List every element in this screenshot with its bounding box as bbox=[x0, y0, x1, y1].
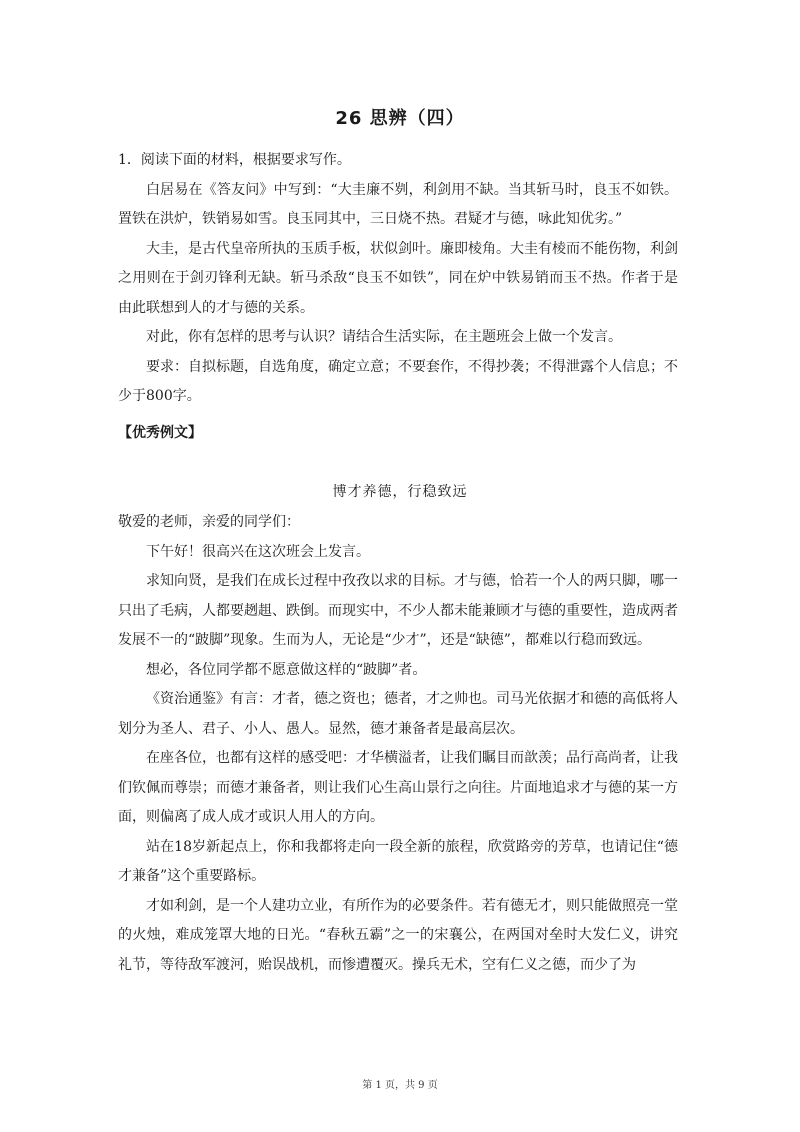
task-paragraph: 对此，你有怎样的思考与认识？请结合生活实际，在主题班会上做一个发言。 bbox=[146, 329, 622, 345]
essay-paragraph: 《资治通鉴》有言：才者，德之资也；德者，才之帅也。司马光依据才和德的高低将人划分为圣人、君子、小人、愚人。显然，德才兼备者是最高层次。 bbox=[118, 691, 678, 737]
requirements-paragraph: 要求：自拟标题，自选角度，确定立意；不要套作，不得抄袭；不得泄露个人信息；不少于800字。 bbox=[118, 358, 678, 404]
essay-greeting: 敬爱的老师，亲爱的同学们： bbox=[118, 514, 300, 530]
question-block bbox=[118, 146, 678, 412]
page-footer: 第 1 页，共 9 页 bbox=[362, 1080, 438, 1091]
essay-paragraph: 才如利剑，是一个人建功立业，有所作为的必要条件。若有德无才，则只能做照亮一堂的火烛，难成笼罩大地的日光。“春秋五霸”之一的宋襄公，在两国对垒时大发仁义，讲究礼节，等待敌军渡河，贻误战机，而惨遭覆灭。操兵无术，空有仁义之德，而少了为 bbox=[118, 897, 678, 973]
material-paragraph: 白居易在《答友问》中写到：“大圭廉不刿，利剑用不缺。当其斩马时，良玉不如铁。置铁在洪炉，铁销易如雪。良玉同其中，三日烧不热。君疑才与德，咏此知优劣。” bbox=[118, 181, 678, 227]
essay-paragraph: 站在18岁新起点上，你和我都将走向一段全新的旅程，欣赏路旁的芳草，也请记住“德才兼备”这个重要路标。 bbox=[118, 838, 678, 884]
essay-paragraph: 下午好！很高兴在这次班会上发言。 bbox=[146, 543, 370, 560]
essay-paragraph: 想必，各位同学都不愿意做这样的“跛脚”者。 bbox=[146, 661, 427, 678]
question-prompt: 1．阅读下面的材料，根据要求写作。 bbox=[118, 152, 351, 168]
material-paragraph: 大圭，是古代皇帝所执的玉质手板，状似剑叶。廉即棱角。大圭有棱而不能伤物，利剑之用则在于剑刃锋利无缺。斩马杀敌“良玉不如铁”，同在炉中铁易销而玉不热。作者于是由此联想到人的才与德的关系。 bbox=[118, 240, 678, 316]
essay-title: 博才养德，行稳致远 bbox=[332, 484, 468, 500]
section-label: 【优秀例文】 bbox=[118, 425, 202, 441]
essay-paragraph: 求知向贤，是我们在成长过程中孜孜以求的目标。才与德，恰若一个人的两只脚，哪一只出了毛病，人都要趔趄、跌倒。而现实中，不少人都未能兼顾才与德的重要性，造成两者发展不一的“跛脚”现象。生而为人，无论是“少才”，还是“缺德”，都难以行稳而致远。 bbox=[118, 573, 678, 648]
essay-paragraph: 在座各位，也都有这样的感受吧：才华横溢者，让我们瞩目而歆羡；品行高尚者，让我们钦佩而尊崇；而德才兼备者，则让我们心生高山景行之向往。片面地追求才与德的某一方面，则偏离了成人成才或识人用人的方向。 bbox=[118, 750, 678, 825]
essay-body bbox=[118, 508, 678, 980]
page-title: 26 思辨（四） bbox=[335, 108, 465, 129]
